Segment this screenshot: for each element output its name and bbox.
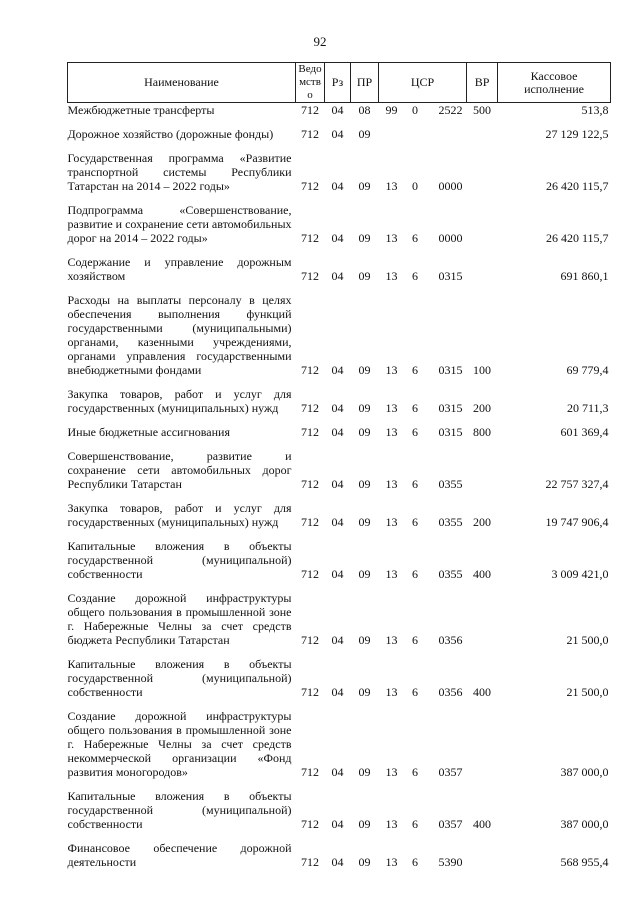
cell-csr3: 0315 — [438, 425, 463, 439]
cell-csr1: 13 — [385, 401, 398, 415]
cell-csr3: 0356 — [438, 633, 463, 647]
cell-rz: 04 — [331, 127, 344, 141]
table-row — [68, 783, 611, 835]
page-number: 92 — [313, 34, 327, 49]
header-vr: ВР — [467, 63, 498, 103]
cell-csr3: 0355 — [438, 477, 463, 491]
cell-name: Расходы на выплаты персоналу в целях обеспечения выполнения функций государственными (муниципальными) органами, казенными учреждениями, органами управления государственными внебюджетными фондами — [67, 293, 292, 377]
cell-name: Дорожное хозяйство (дорожные фонды) — [67, 127, 274, 141]
cell-vr — [467, 443, 498, 495]
header-ved: Ведомство — [296, 63, 325, 103]
cell-csr3 — [426, 121, 467, 145]
table-row — [68, 103, 611, 122]
cell-csr3: 5390 — [438, 855, 463, 869]
table-row — [68, 533, 611, 585]
table-row — [68, 703, 611, 783]
table-body — [68, 103, 611, 874]
cell-pr: 09 — [358, 401, 371, 415]
cell-ved: 712 — [301, 103, 319, 117]
cell-sum: 3 009 421,0 — [551, 567, 609, 581]
cell-ved: 712 — [301, 765, 319, 779]
cell-ved: 712 — [301, 817, 319, 831]
cell-pr: 09 — [358, 269, 371, 283]
cell-csr1: 13 — [385, 477, 398, 491]
cell-ved: 712 — [301, 127, 319, 141]
cell-csr2: 0 — [412, 103, 418, 117]
cell-csr2: 6 — [412, 817, 418, 831]
cell-csr3: 0356 — [438, 685, 463, 699]
cell-csr2: 6 — [412, 231, 418, 245]
cell-sum: 69 779,4 — [566, 363, 609, 377]
cell-pr: 08 — [358, 103, 371, 117]
cell-ved: 712 — [301, 231, 319, 245]
cell-csr1: 13 — [385, 765, 398, 779]
cell-name: Капитальные вложения в объекты государственной (муниципальной) собственности — [67, 539, 292, 581]
cell-ved: 712 — [301, 269, 319, 283]
table-row — [68, 287, 611, 381]
cell-sum: 387 000,0 — [560, 817, 609, 831]
cell-vr: 400 — [473, 567, 492, 581]
cell-csr2: 6 — [412, 685, 418, 699]
cell-csr3: 0000 — [438, 231, 463, 245]
cell-ved: 712 — [301, 685, 319, 699]
cell-sum: 22 757 327,4 — [545, 477, 609, 491]
cell-vr: 400 — [473, 685, 492, 699]
cell-ved: 712 — [301, 401, 319, 415]
cell-pr: 09 — [358, 817, 371, 831]
cell-csr2: 6 — [412, 269, 418, 283]
table-header — [68, 63, 611, 103]
cell-csr1: 13 — [385, 855, 398, 869]
cell-csr3: 0315 — [438, 401, 463, 415]
cell-pr: 09 — [358, 567, 371, 581]
cell-csr1: 99 — [385, 103, 398, 117]
cell-pr: 09 — [358, 127, 371, 141]
cell-pr: 09 — [358, 765, 371, 779]
cell-csr1: 13 — [385, 231, 398, 245]
cell-name: Совершенствование, развитие и сохранение сети автомобильных дорог Республики Татарстан — [67, 449, 292, 491]
cell-csr2: 6 — [412, 765, 418, 779]
cell-sum: 387 000,0 — [560, 765, 609, 779]
cell-csr1: 13 — [385, 515, 398, 529]
cell-rz: 04 — [331, 817, 344, 831]
cell-sum: 601 369,4 — [560, 425, 609, 439]
cell-sum: 21 500,0 — [566, 685, 609, 699]
cell-ved: 712 — [301, 633, 319, 647]
cell-name: Закупка товаров, работ и услуг для государственных (муниципальных) нужд — [67, 501, 292, 529]
cell-name: Финансовое обеспечение дорожной деятельности — [67, 841, 292, 869]
cell-csr1: 13 — [385, 269, 398, 283]
cell-sum: 27 129 122,5 — [545, 127, 609, 141]
table-row — [68, 121, 611, 145]
cell-ved: 712 — [301, 425, 319, 439]
cell-rz: 04 — [331, 103, 344, 117]
cell-pr: 09 — [358, 515, 371, 529]
cell-csr2: 6 — [412, 515, 418, 529]
cell-rz: 04 — [331, 685, 344, 699]
cell-pr: 09 — [358, 633, 371, 647]
cell-pr: 09 — [358, 179, 371, 193]
table-row — [68, 381, 611, 419]
table-row — [68, 419, 611, 443]
cell-ved: 712 — [301, 477, 319, 491]
cell-vr: 500 — [473, 103, 492, 117]
cell-pr: 09 — [358, 685, 371, 699]
cell-pr: 09 — [358, 231, 371, 245]
header-csr: ЦСР — [379, 63, 467, 103]
cell-vr: 800 — [473, 425, 492, 439]
cell-sum: 21 500,0 — [566, 633, 609, 647]
cell-pr: 09 — [358, 477, 371, 491]
cell-vr — [467, 835, 498, 873]
cell-csr1: 13 — [385, 425, 398, 439]
cell-name: Создание дорожной инфраструктуры общего пользования в промышленной зоне г. Набережные Челны за счет средств бюджета Республики Татарстан — [67, 591, 292, 647]
table-row — [68, 443, 611, 495]
cell-sum: 26 420 115,7 — [545, 179, 609, 193]
cell-rz: 04 — [331, 179, 344, 193]
table-row — [68, 145, 611, 197]
cell-csr3: 0355 — [438, 567, 463, 581]
cell-csr3: 0000 — [438, 179, 463, 193]
cell-vr: 200 — [473, 515, 492, 529]
cell-csr2: 6 — [412, 477, 418, 491]
cell-rz: 04 — [331, 231, 344, 245]
cell-vr — [467, 585, 498, 651]
cell-ved: 712 — [301, 363, 319, 377]
cell-csr3: 0357 — [438, 765, 463, 779]
cell-rz: 04 — [331, 765, 344, 779]
cell-sum: 691 860,1 — [560, 269, 609, 283]
cell-csr2: 6 — [412, 633, 418, 647]
header-rz: Рз — [325, 63, 351, 103]
cell-rz: 04 — [331, 363, 344, 377]
table-row — [68, 495, 611, 533]
table-row — [68, 585, 611, 651]
cell-csr1: 13 — [385, 363, 398, 377]
cell-rz: 04 — [331, 425, 344, 439]
cell-csr1: 13 — [385, 685, 398, 699]
cell-csr3: 2522 — [438, 103, 463, 117]
header-name: Наименование — [68, 63, 296, 103]
cell-sum: 26 420 115,7 — [545, 231, 609, 245]
table-row — [68, 197, 611, 249]
cell-ved: 712 — [301, 179, 319, 193]
cell-csr3: 0315 — [438, 269, 463, 283]
cell-csr1 — [379, 121, 405, 145]
table-row — [68, 651, 611, 703]
cell-ved: 712 — [301, 515, 319, 529]
cell-ved: 712 — [301, 855, 319, 869]
cell-vr — [467, 249, 498, 287]
cell-name: Капитальные вложения в объекты государственной (муниципальной) собственности — [67, 789, 292, 831]
cell-rz: 04 — [331, 515, 344, 529]
cell-pr: 09 — [358, 363, 371, 377]
cell-vr — [467, 197, 498, 249]
header-sum: Кассовое исполнение — [498, 63, 611, 103]
cell-name: Содержание и управление дорожным хозяйством — [67, 255, 292, 283]
cell-csr2: 6 — [412, 567, 418, 581]
header-pr: ПР — [351, 63, 379, 103]
cell-rz: 04 — [331, 269, 344, 283]
cell-csr2 — [405, 121, 426, 145]
table-row — [68, 835, 611, 873]
cell-pr: 09 — [358, 425, 371, 439]
cell-sum: 513,8 — [581, 103, 609, 117]
cell-csr1: 13 — [385, 567, 398, 581]
cell-name: Иные бюджетные ассигнования — [67, 425, 230, 439]
cell-vr: 400 — [473, 817, 492, 831]
cell-rz: 04 — [331, 567, 344, 581]
cell-name: Капитальные вложения в объекты государственной (муниципальной) собственности — [67, 657, 292, 699]
budget-table — [67, 62, 611, 873]
cell-csr2: 6 — [412, 363, 418, 377]
cell-csr2: 6 — [412, 401, 418, 415]
cell-csr2: 6 — [412, 855, 418, 869]
cell-csr2: 6 — [412, 425, 418, 439]
cell-vr: 200 — [473, 401, 492, 415]
cell-name: Подпрограмма «Совершенствование, развитие и сохранение сети автомобильных дорог на 2014 – 2022 годы» — [67, 203, 292, 245]
cell-vr — [467, 703, 498, 783]
cell-name: Межбюджетные трансферты — [67, 103, 215, 117]
cell-vr: 100 — [473, 363, 492, 377]
cell-rz: 04 — [331, 855, 344, 869]
cell-csr1: 13 — [385, 817, 398, 831]
cell-vr — [467, 121, 498, 145]
cell-pr: 09 — [358, 855, 371, 869]
cell-sum: 19 747 906,4 — [545, 515, 609, 529]
cell-csr3: 0315 — [438, 363, 463, 377]
cell-name: Закупка товаров, работ и услуг для государственных (муниципальных) нужд — [67, 387, 292, 415]
cell-csr1: 13 — [385, 633, 398, 647]
cell-sum: 20 711,3 — [566, 401, 609, 415]
cell-name: Создание дорожной инфраструктуры общего пользования в промышленной зоне г. Набережные Челны за счет средств некоммерческой организации «Фонд развития моногородов» — [67, 709, 292, 779]
cell-rz: 04 — [331, 633, 344, 647]
cell-csr1: 13 — [385, 179, 398, 193]
cell-csr3: 0357 — [438, 817, 463, 831]
table-row — [68, 249, 611, 287]
cell-rz: 04 — [331, 477, 344, 491]
cell-sum: 568 955,4 — [560, 855, 609, 869]
cell-rz: 04 — [331, 401, 344, 415]
cell-vr — [467, 145, 498, 197]
cell-ved: 712 — [301, 567, 319, 581]
cell-name: Государственная программа «Развитие транспортной системы Республики Татарстан на 2014 – 2022 годы» — [67, 151, 292, 193]
cell-csr2: 0 — [412, 179, 418, 193]
cell-csr3: 0355 — [438, 515, 463, 529]
